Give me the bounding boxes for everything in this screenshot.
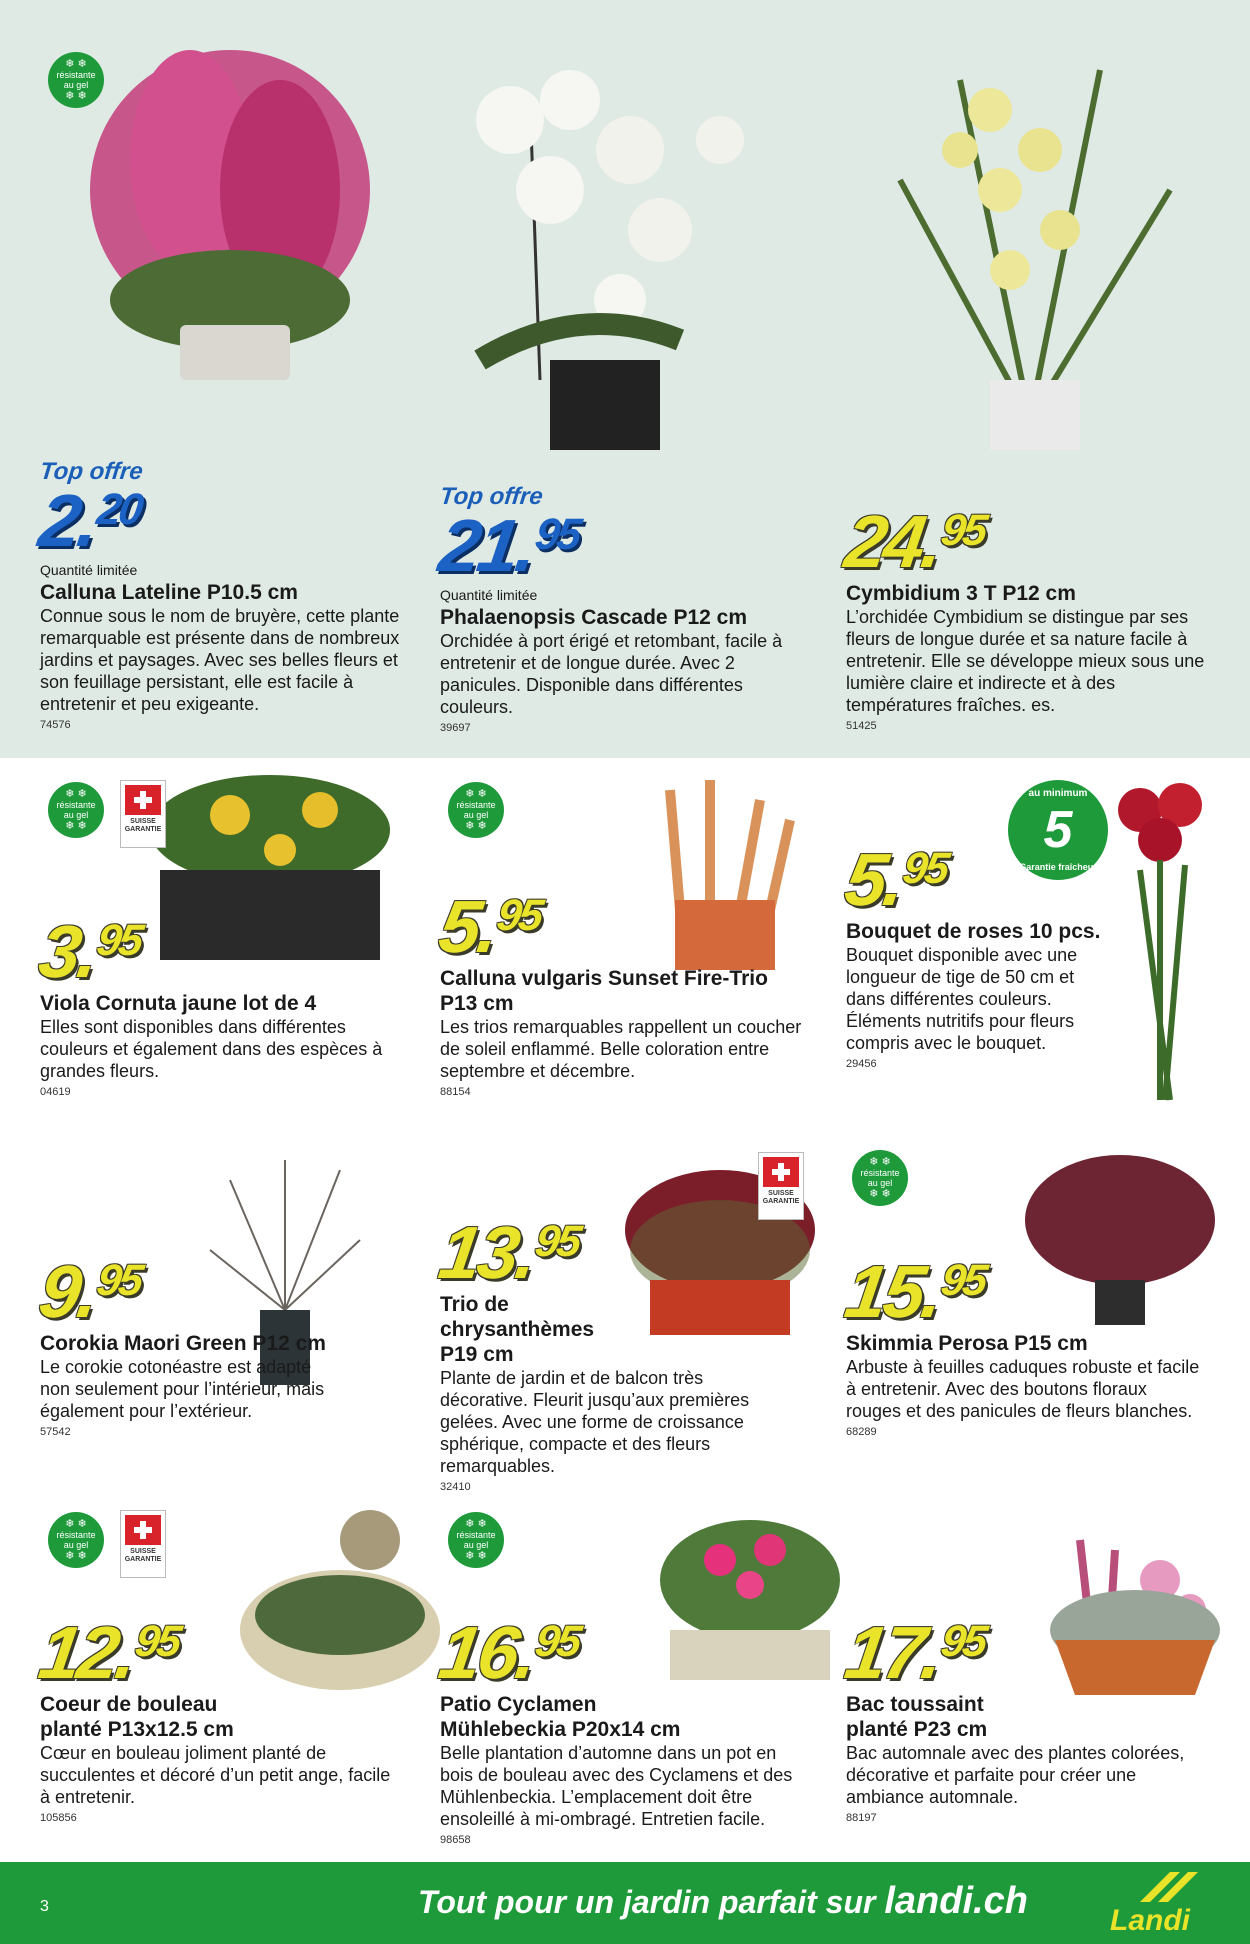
calluna-lateline-image: [40, 40, 420, 450]
product-code: 88197: [846, 1812, 877, 1824]
phalaenopsis-image: [420, 40, 840, 460]
product-chrysanthemes: [434, 1211, 780, 1493]
product-viola-cornuta: [34, 910, 410, 1098]
product-description: L’orchidée Cymbidium se distingue par ses fleurs de longue durée et sa nature facile à entretenir. Elle se développe mieux sous une lumière claire et indirecte et à des températures fraîches. es.: [846, 607, 1205, 715]
product-coeur-bouleau: [34, 1611, 400, 1824]
price: 24.95: [840, 500, 988, 583]
product-code: 74576: [40, 719, 71, 731]
product-code: 39697: [440, 722, 471, 734]
swiss-guarantee-badge: SUISSE GARANTIE: [120, 780, 166, 848]
product-description: Plante de jardin et de balcon très décorative. Fleurit jusqu’aux premières gelées. Avec une forme de croissance sphérique, compacte et des fleurs remarquables.: [440, 1368, 750, 1476]
frost-resistant-badge: ❄ ❄ résistante au gel ❄ ❄: [852, 1150, 908, 1206]
product-description: Bouquet disponible avec une longueur de tige de 50 cm et dans différentes couleurs. Éléments nutritifs pour fleurs compris avec le bouquet.: [846, 945, 1078, 1053]
product-calluna-vulgaris: [434, 885, 810, 1098]
product-name: Bac toussaint planté P23 cm: [846, 1693, 988, 1741]
roses-image: [1100, 780, 1230, 1110]
product-description: Belle plantation d’automne dans un pot en bois de bouleau avec des Cyclamens et des Mühlenbeckia. L’emplacement doit être ensoleillé à mi-ombragé. Entretien facile.: [440, 1743, 793, 1829]
product-name: Calluna Lateline P10.5 cm: [40, 581, 298, 604]
product-name: Skimmia Perosa P15 cm: [846, 1332, 1088, 1355]
product-name: Corokia Maori Green P12 cm: [40, 1332, 326, 1355]
product-code: 88154: [440, 1086, 471, 1098]
product-cymbidium: [840, 500, 1216, 732]
price: 17.95: [840, 1611, 988, 1694]
price: 5.95: [434, 885, 544, 968]
price: 13.95: [434, 1211, 582, 1294]
frost-resistant-badge: ❄ ❄ résistante au gel ❄ ❄: [48, 52, 104, 108]
product-corokia: [34, 1250, 340, 1438]
product-code: 51425: [846, 720, 877, 732]
product-name: Bouquet de roses 10 pcs.: [846, 920, 1101, 943]
price: 16.95: [434, 1611, 582, 1694]
price: 21.95: [434, 504, 582, 587]
product-description: Le corokie cotonéastre est adapté non seulement pour l’intérieur, mais également pour l’extérieur.: [40, 1357, 325, 1421]
product-code: 57542: [40, 1426, 71, 1438]
price: 9.95: [34, 1250, 144, 1333]
swiss-cross-icon: [125, 1515, 161, 1545]
product-code: 04619: [40, 1086, 71, 1098]
product-patio-cyclamen: [434, 1611, 810, 1846]
product-description: Elles sont disponibles dans différentes couleurs et également dans des espèces à grandes fleurs.: [40, 1017, 383, 1081]
product-name: Trio de chrysanthèmes P19 cm: [440, 1293, 595, 1366]
product-code: 105856: [40, 1812, 77, 1824]
product-name: Viola Cornuta jaune lot de 4: [40, 992, 317, 1015]
footer-url[interactable]: landi.ch: [884, 1880, 1028, 1922]
cymbidium-image: [840, 40, 1220, 460]
product-description: Cœur en bouleau joliment planté de succulentes et décoré d’un petit ange, facile à entretenir.: [40, 1743, 391, 1807]
frost-resistant-badge: ❄ ❄ résistante au gel ❄ ❄: [48, 1512, 104, 1568]
product-skimmia: [840, 1250, 1206, 1438]
swiss-cross-icon: [763, 1157, 799, 1187]
landi-logo: Landi: [1110, 1868, 1210, 1938]
product-description: Les trios remarquables rappellent un coucher de soleil enflammé. Belle coloration entre septembre et décembre.: [440, 1017, 802, 1081]
product-name: Phalaenopsis Cascade P12 cm: [440, 606, 747, 629]
product-code: 29456: [846, 1058, 877, 1070]
product-code: 98658: [440, 1834, 471, 1846]
product-description: Orchidée à port érigé et retombant, facile à entretenir et de longue durée. Avec 2 panicules. Disponible dans différentes couleurs.: [440, 631, 783, 717]
product-description: Bac automnale avec des plantes colorées, décorative et parfaite pour créer une ambiance automnale.: [846, 1743, 1185, 1807]
price: 5.95: [840, 838, 950, 921]
product-code: 32410: [440, 1481, 471, 1493]
product-name: Coeur de bouleau planté P13x12.5 cm: [40, 1693, 234, 1741]
product-phalaenopsis: Top offre 21.95 Quantité limitée Phalaenopsis Cascade P12 cm Orchidée à port érigé et retombant, facile à entretenir et de longue durée. Avec 2 panicules. Disponible dans différentes couleurs. 39697: [440, 485, 800, 734]
price: 3.95: [34, 910, 144, 993]
product-description: Arbuste à feuilles caduques robuste et facile à entretenir. Avec des boutons floraux rouges et des panicules de fleurs blanches.: [846, 1357, 1200, 1421]
product-code: 68289: [846, 1426, 877, 1438]
freshness-guarantee-badge: au minimum 5 Garantie fraîcheur: [1008, 780, 1108, 880]
price: 15.95: [840, 1250, 988, 1333]
frost-resistant-badge: ❄ ❄ résistante au gel ❄ ❄: [448, 782, 504, 838]
product-bouquet-roses: [840, 838, 1106, 1070]
price: 12.95: [34, 1611, 182, 1694]
product-calluna-lateline: Top offre 2.20 Quantité limitée Calluna Lateline P10.5 cm Connue sous le nom de bruyère, cette plante remarquable est présente dans de nombreux jardins et paysages. Avec ses belles fleurs et son feuillage persistant, elle est facile à entretenir et peu exigeante. 74576: [40, 460, 410, 731]
product-bac-toussaint: [840, 1611, 1216, 1824]
swiss-guarantee-badge: SUISSE GARANTIE: [120, 1510, 166, 1578]
landi-stripes-icon: [1130, 1868, 1200, 1904]
swiss-guarantee-badge: SUISSE GARANTIE: [758, 1152, 804, 1220]
price: 2.20: [34, 479, 144, 562]
frost-resistant-badge: ❄ ❄ résistante au gel ❄ ❄: [48, 782, 104, 838]
product-name: Cymbidium 3 T P12 cm: [846, 582, 1076, 605]
swiss-cross-icon: [125, 785, 161, 815]
product-description: Connue sous le nom de bruyère, cette plante remarquable est présente dans de nombreux jardins et paysages. Avec ses belles fleurs et son feuillage persistant, elle est facile à entretenir et peu exigeante.: [40, 606, 400, 714]
footer-tagline: Tout pour un jardin parfait sur landi.ch: [418, 1880, 1028, 1922]
product-name: Patio Cyclamen Mühlebeckia P20x14 cm: [440, 1693, 681, 1741]
page-number: 3: [40, 1898, 49, 1915]
frost-resistant-badge: ❄ ❄ résistante au gel ❄ ❄: [448, 1512, 504, 1568]
product-name: Calluna vulgaris Sunset Fire-Trio P13 cm: [440, 967, 768, 1015]
